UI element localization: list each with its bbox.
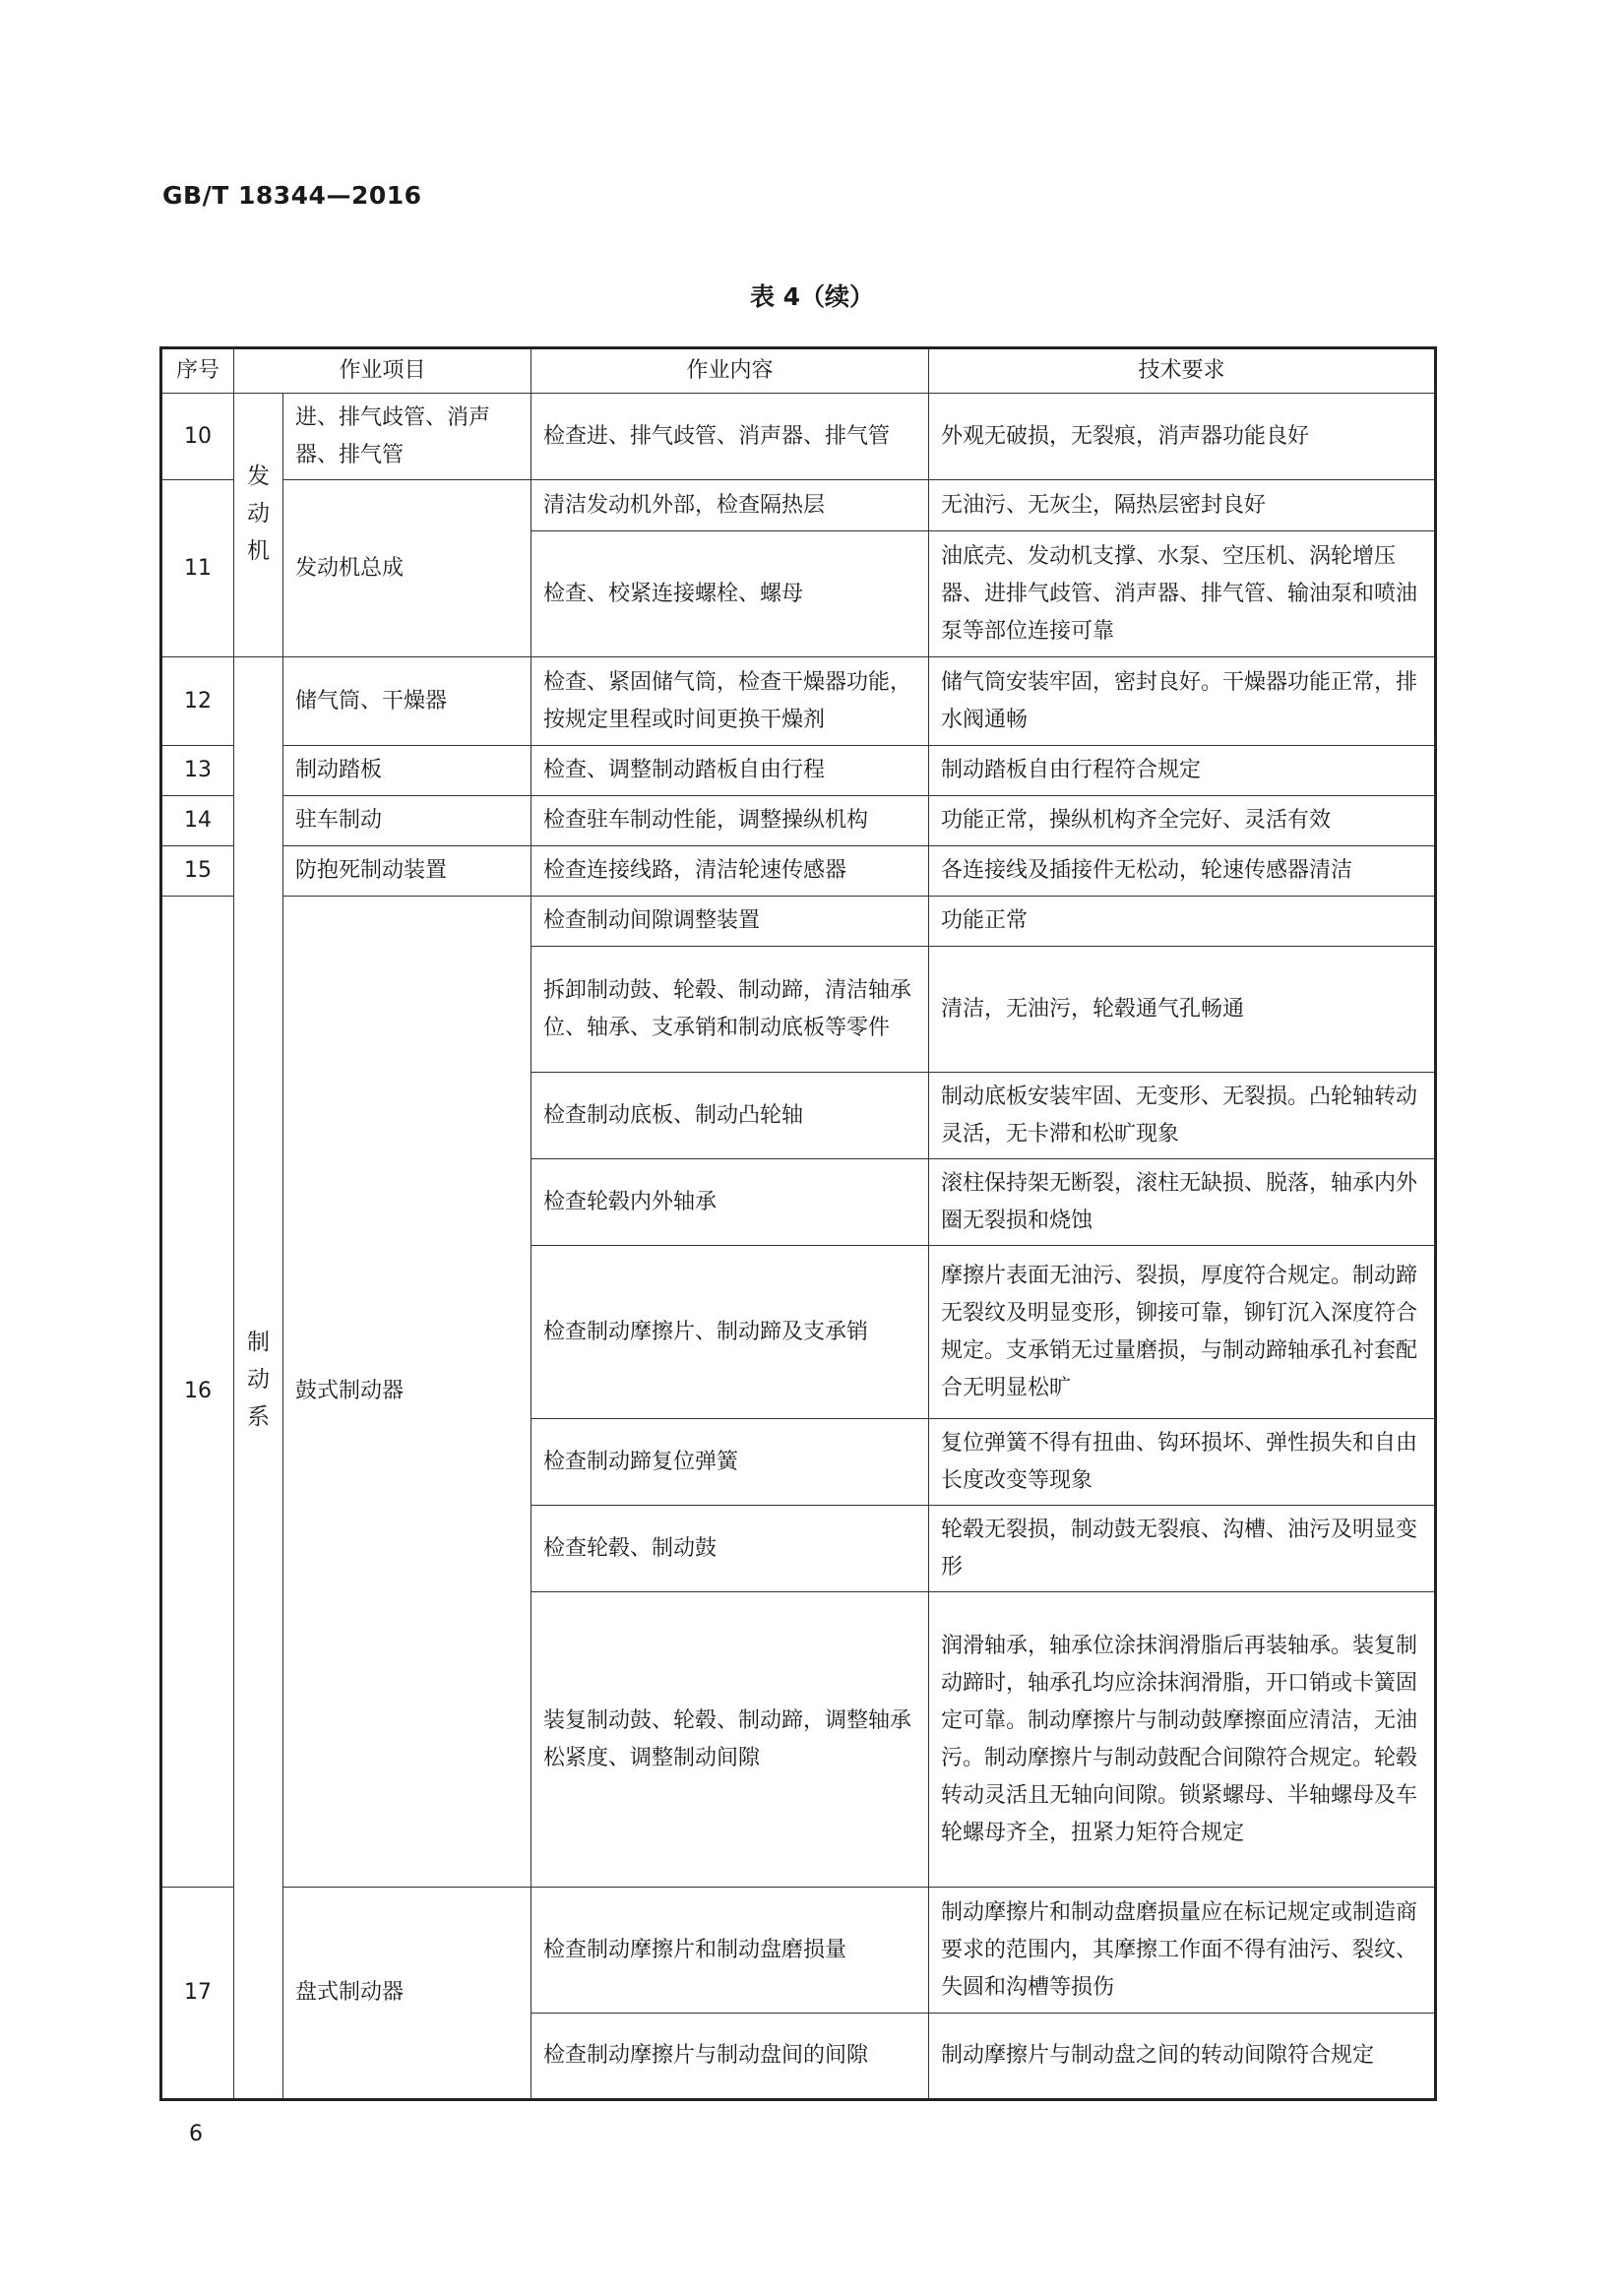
work-content: 检查制动蹄复位弹簧 <box>531 1419 929 1506</box>
row-number: 11 <box>161 480 234 657</box>
table-row <box>161 746 1436 796</box>
work-content: 检查驻车制动性能，调整操纵机构 <box>531 796 929 846</box>
row-number: 16 <box>161 897 234 1888</box>
document-code: GB/T 18344—2016 <box>162 181 422 210</box>
work-content: 检查、紧固储气筒，检查干燥器功能，按规定里程或时间更换干燥剂 <box>531 657 929 746</box>
maintenance-table <box>159 346 1437 2101</box>
tech-requirement: 功能正常 <box>929 897 1436 947</box>
row-number: 17 <box>161 1888 234 2100</box>
row-number: 12 <box>161 657 234 746</box>
tech-requirement: 外观无破损，无裂痕，消声器功能良好 <box>929 394 1436 480</box>
work-content: 检查轮毂内外轴承 <box>531 1159 929 1246</box>
group-brake-char: 制 <box>247 1330 270 1355</box>
group-brake-char: 动 <box>247 1367 270 1393</box>
tech-requirement: 储气筒安装牢固，密封良好。干燥器功能正常，排水阀通畅 <box>929 657 1436 746</box>
header-row <box>161 348 1436 394</box>
tech-requirement: 功能正常，操纵机构齐全完好、灵活有效 <box>929 796 1436 846</box>
tech-requirement: 各连接线及插接件无松动，轮速传感器清洁 <box>929 846 1436 897</box>
page-number: 6 <box>189 2122 203 2146</box>
header-content: 作业内容 <box>531 348 929 394</box>
work-item: 储气筒、干燥器 <box>283 657 531 746</box>
work-content: 检查连接线路，清洁轮速传感器 <box>531 846 929 897</box>
work-content: 检查制动摩擦片和制动盘磨损量 <box>531 1888 929 2014</box>
tech-requirement: 清洁，无油污，轮毂通气孔畅通 <box>929 947 1436 1073</box>
group-engine-char: 机 <box>247 538 270 564</box>
row-number: 15 <box>161 846 234 897</box>
tech-requirement: 制动底板安装牢固、无变形、无裂损。凸轮轴转动灵活，无卡滞和松旷现象 <box>929 1073 1436 1159</box>
work-item: 制动踏板 <box>283 746 531 796</box>
table-row <box>161 657 1436 746</box>
group-engine-char: 动 <box>247 501 270 527</box>
work-content: 检查、调整制动踏板自由行程 <box>531 746 929 796</box>
work-content: 检查制动底板、制动凸轮轴 <box>531 1073 929 1159</box>
tech-requirement: 油底壳、发动机支撑、水泵、空压机、涡轮增压器、进排气歧管、消声器、排气管、输油泵和喷油泵等部位连接可靠 <box>929 531 1436 657</box>
work-content: 检查、校紧连接螺栓、螺母 <box>531 531 929 657</box>
work-content: 检查制动摩擦片、制动蹄及支承销 <box>531 1246 929 1419</box>
table-row <box>161 897 1436 947</box>
work-item: 进、排气歧管、消声器、排气管 <box>283 394 531 480</box>
tech-requirement: 复位弹簧不得有扭曲、钩环损坏、弹性损失和自由长度改变等现象 <box>929 1419 1436 1506</box>
tech-requirement: 润滑轴承，轴承位涂抹润滑脂后再装轴承。装复制动蹄时，轴承孔均应涂抹润滑脂，开口销或卡簧固定可靠。制动摩擦片与制动鼓摩擦面应清洁，无油污。制动摩擦片与制动鼓配合间隙符合规定。轮毂转动灵活且无轴向间隙。锁紧螺母、半轴螺母及车轮螺母齐全，扭紧力矩符合规定 <box>929 1592 1436 1888</box>
work-content: 检查进、排气歧管、消声器、排气管 <box>531 394 929 480</box>
tech-requirement: 制动踏板自由行程符合规定 <box>929 746 1436 796</box>
header-item: 作业项目 <box>234 348 531 394</box>
row-number: 14 <box>161 796 234 846</box>
row-number: 10 <box>161 394 234 480</box>
header-num: 序号 <box>161 348 234 394</box>
tech-requirement: 摩擦片表面无油污、裂损，厚度符合规定。制动蹄无裂纹及明显变形，铆接可靠，铆钉沉入深度符合规定。支承销无过量磨损，与制动蹄轴承孔衬套配合无明显松旷 <box>929 1246 1436 1419</box>
table-row <box>161 480 1436 531</box>
table-row <box>161 846 1436 897</box>
group-brake <box>234 657 283 2100</box>
tech-requirement: 滚柱保持架无断裂，滚柱无缺损、脱落，轴承内外圈无裂损和烧蚀 <box>929 1159 1436 1246</box>
work-item: 防抱死制动装置 <box>283 846 531 897</box>
header-requirement: 技术要求 <box>929 348 1436 394</box>
tech-requirement: 轮毂无裂损，制动鼓无裂痕、沟槽、油污及明显变形 <box>929 1506 1436 1592</box>
table-row <box>161 1888 1436 2014</box>
work-content: 检查轮毂、制动鼓 <box>531 1506 929 1592</box>
group-engine <box>234 394 283 657</box>
table-row <box>161 796 1436 846</box>
tech-requirement: 制动摩擦片与制动盘之间的转动间隙符合规定 <box>929 2014 1436 2100</box>
work-content: 检查制动摩擦片与制动盘间的间隙 <box>531 2014 929 2100</box>
work-content: 拆卸制动鼓、轮毂、制动蹄，清洁轴承位、轴承、支承销和制动底板等零件 <box>531 947 929 1073</box>
work-item: 盘式制动器 <box>283 1888 531 2100</box>
tech-requirement: 无油污、无灰尘，隔热层密封良好 <box>929 480 1436 531</box>
work-item: 驻车制动 <box>283 796 531 846</box>
work-item: 鼓式制动器 <box>283 897 531 1888</box>
group-brake-char: 系 <box>247 1404 270 1430</box>
work-content: 清洁发动机外部，检查隔热层 <box>531 480 929 531</box>
work-item: 发动机总成 <box>283 480 531 657</box>
table-title: 表 4（续） <box>749 282 875 311</box>
group-engine-char: 发 <box>247 464 270 489</box>
work-content: 检查制动间隙调整装置 <box>531 897 929 947</box>
table-row <box>161 394 1436 480</box>
work-content: 装复制动鼓、轮毂、制动蹄，调整轴承松紧度、调整制动间隙 <box>531 1592 929 1888</box>
tech-requirement: 制动摩擦片和制动盘磨损量应在标记规定或制造商要求的范围内，其摩擦工作面不得有油污、裂纹、失圆和沟槽等损伤 <box>929 1888 1436 2014</box>
row-number: 13 <box>161 746 234 796</box>
